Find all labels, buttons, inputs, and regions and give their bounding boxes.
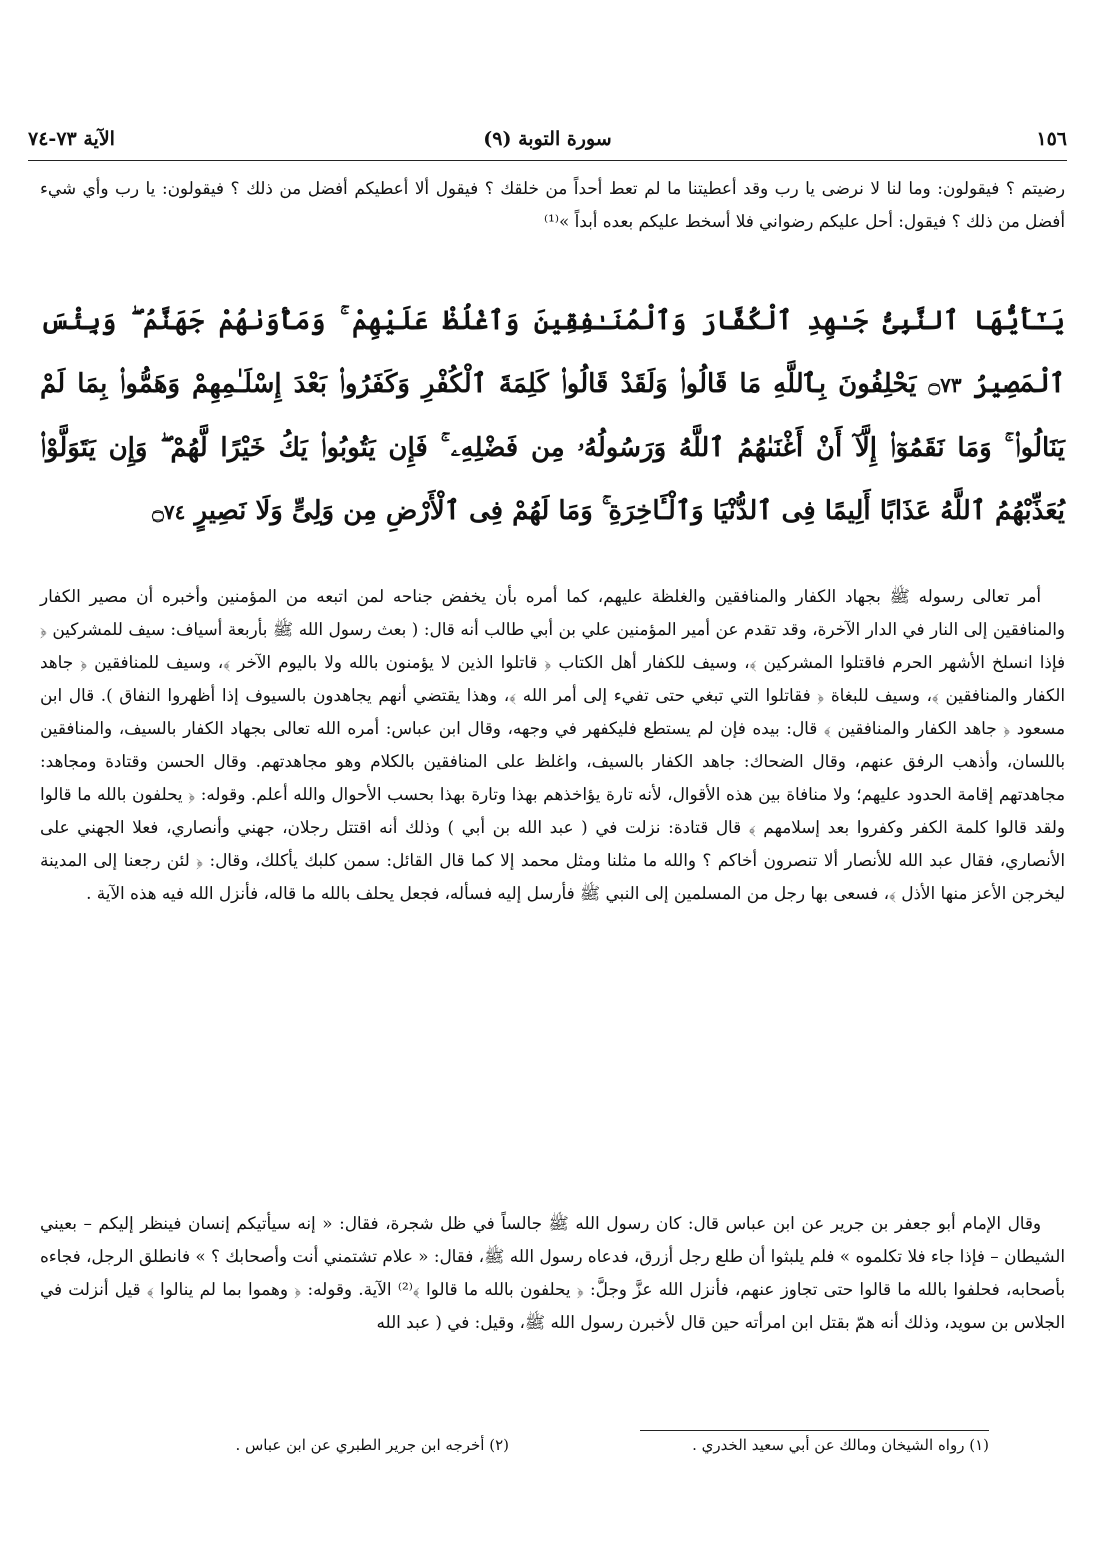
verse-73: يَـٰٓأَيُّهَا ٱلنَّبِىُّ جَـٰهِدِ ٱلْكُفَّارَ وَٱلْمُنَـٰفِقِينَ وَٱغْلُظْ عَلَيْهِمْ ۚ وَمَأْوَىٰهُمْ جَهَنَّمُ ۖ وَبِئْسَ ٱلْمَصِيرُ (40, 306, 1065, 399)
footnote-divider (640, 1430, 989, 1431)
second-paragraph: وقال الإمام أبو جعفر بن جرير عن ابن عباس قال: كان رسول الله ﷺ جالساً في ظل شجرة، فقال: « إنه سيأتيكم إنسان فينظر إليكم – بعيني الشيطان – فإذا جاء فلا تكلموه » فلم يلبثوا أن طلع رجل أزرق، فدعاه رسول الله ﷺ، فقال: « علام تشتمني أنت وأصحابك ؟ » فانطلق الرجل، فجاءه بأصحابه، فحلفوا بالله ما قالوا حتى تجاوز عنهم، فأنزل الله عزَّ وجلَّ: ﴿ يحلفون بالله ما قالوا ﴾⁽²⁾ الآية. وقوله: ﴿ وهموا بما لم ينالوا ﴾ قيل أنزلت في الجلاس بن سويد، وذلك أنه همّ بقتل ابن امرأته حين قال لأخبرن رسول الله ﷺ، وقيل: في ( عبد الله (40, 1213, 1065, 1332)
page-number: ١٥٦ (1036, 128, 1067, 150)
intro-paragraph: رضيتم ؟ فيقولون: وما لنا لا نرضى يا رب وقد أعطيتنا ما لم تعط أحداً من خلقك ؟ فيقول ألا أعطيكم أفضل من ذلك ؟ فيقولون: يا رب وأي شيء أفضل من ذلك ؟ فيقول: أحل عليكم رضواني فلا أسخط عليكم بعده أبداً »⁽¹⁾ (40, 178, 1065, 231)
tafsir-paragraph: أمر تعالى رسوله ﷺ بجهاد الكفار والمنافقين والغلظة عليهم، كما أمره بأن يخفض جناحه لمن اتبعه من المؤمنين وأخبره أن مصير الكفار والمنافقين إلى النار في الدار الآخرة، وقد تقدم عن أمير المؤمنين علي بن أبي طالب أنه قال: ( بعث رسول الله ﷺ بأربعة أسياف: سيف للمشركين ﴿ فإذا انسلخ الأشهر الحرم فاقتلوا المشركين ﴾، وسيف للكفار أهل الكتاب ﴿ قاتلوا الذين لا يؤمنون بالله ولا باليوم الآخر ﴾، وسيف للمنافقين ﴿ جاهد الكفار والمنافقين ﴾، وسيف للبغاة ﴿ فقاتلوا التي تبغي حتى تفيء إلى أمر الله ﴾، وهذا يقتضي أنهم يجاهدون بالسيوف إذا أظهروا النفاق ). قال ابن مسعود ﴿ جاهد الكفار والمنافقين ﴾ قال: بيده فإن لم يستطع فليكفهر في وجهه، وقال ابن عباس: أمره الله تعالى بجهاد الكفار بالسيف، والمنافقين باللسان، وأذهب الرفق عنهم، وقال الضحاك: جاهد الكفار بالسيف، واغلظ على المنافقين بالكلام وهو مجاهدتهم. وقال الحسن وقتادة ومجاهد: مجاهدتهم إقامة الحدود عليهم؛ ولا منافاة بين هذه الأقوال، لأنه تارة يؤاخذهم بهذا وتارة بهذا بحسب الأحوال والله أعلم. وقوله: ﴿ يحلفون بالله ما قالوا ولقد قالوا كلمة الكفر وكفروا بعد إسلامهم ﴾ قال قتادة: نزلت في ( عبد الله بن أبي ) وذلك أنه اقتتل رجلان، جهني وأنصاري، فعلا الجهني على الأنصاري، فقال عبد الله للأنصار ألا تنصرون أخاكم ؟ والله ما مثلنا ومثل محمد إلا كما قال القائل: سمن كلبك يأكلك، وقال: ﴿ لئن رجعنا إلى المدينة ليخرجن الأعز منها الأذل ﴾، فسعى بها رجل من المسلمين إلى النبي ﷺ فأرسل إليه فسأله، فجعل يحلف بالله ما قاله، فأنزل الله فيه هذه الآية . (40, 586, 1065, 903)
ayah-marker-73: ۝٧٣ (928, 373, 962, 397)
footnote-1: (١) رواه الشيخان ومالك عن أبي سعيد الخدري . (692, 1436, 989, 1454)
page-header (28, 128, 1067, 158)
ayah-range: الآية ٧٣-٧٤ (28, 128, 115, 150)
surah-title: (٩) سورة التوبة (483, 128, 612, 150)
ayah-marker-74: ۝٧٤ (152, 500, 186, 524)
quran-verses (40, 290, 1065, 544)
footnotes (40, 1436, 989, 1470)
header-divider (28, 160, 1067, 161)
footnote-2: (٢) أخرجه ابن جرير الطبري عن ابن عباس . (235, 1436, 509, 1454)
verse-74: يَحْلِفُونَ بِٱللَّهِ مَا قَالُوا۟ وَلَقَدْ قَالُوا۟ كَلِمَةَ ٱلْكُفْرِ وَكَفَرُوا۟ بَعْدَ إِسْلَـٰمِهِمْ وَهَمُّوا۟ بِمَا لَمْ يَنَالُوا۟ ۚ وَمَا نَقَمُوٓا۟ إِلَّآ أَنْ أَغْنَىٰهُمُ ٱللَّهُ وَرَسُولُهُۥ مِن فَضْلِهِۦ ۚ فَإِن يَتُوبُوا۟ يَكُ خَيْرًا لَّهُمْ ۖ وَإِن يَتَوَلَّوْا۟ يُعَذِّبْهُمُ ٱللَّهُ عَذَابًا أَلِيمًا فِى ٱلدُّنْيَا وَٱلْـَٔاخِرَةِ ۚ وَمَا لَهُمْ فِى ٱلْأَرْضِ مِن وَلِىٍّ وَلَا نَصِيرٍ (40, 369, 1065, 526)
